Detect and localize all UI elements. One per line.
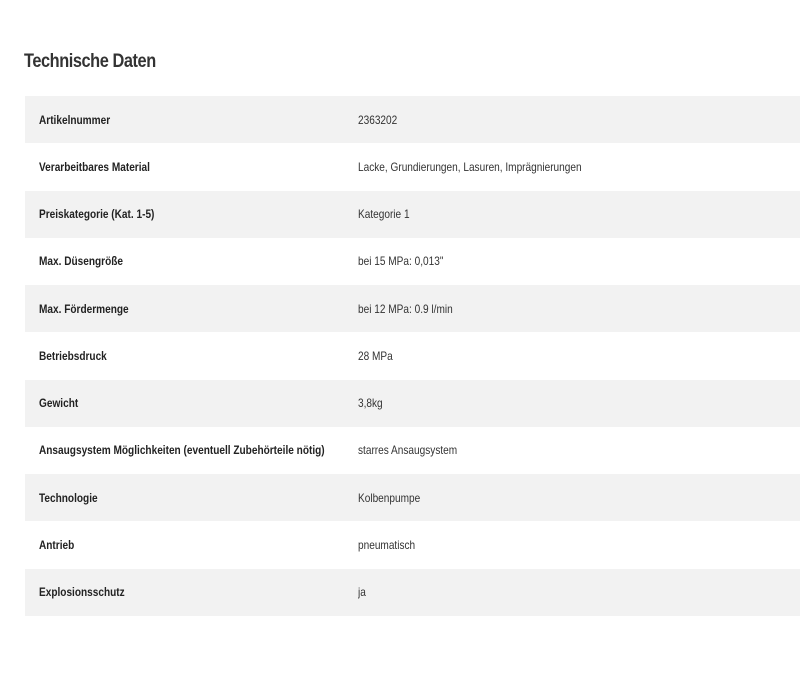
spec-value-cell [358,380,800,427]
spec-value: starres Ansaugsystem [358,443,458,458]
spec-label-cell [25,238,358,285]
spec-label-cell [25,191,358,238]
table-row [25,96,800,143]
spec-value-cell [358,96,800,143]
table-row [25,285,800,332]
spec-value-cell [358,191,800,238]
spec-value-cell [358,474,800,521]
spec-label: Gewicht [39,396,79,411]
spec-label: Betriebsdruck [39,348,107,363]
spec-value: 3,8kg [358,396,383,411]
spec-value: 28 MPa [358,348,393,363]
spec-value: bei 15 MPa: 0,013" [358,254,444,269]
spec-label: Verarbeitbares Material [39,159,150,174]
spec-value-cell [358,143,800,190]
spec-value: ja [358,585,366,600]
spec-label-cell [25,521,358,568]
table-row [25,380,800,427]
table-row [25,474,800,521]
spec-value-cell [358,285,800,332]
spec-label: Max. Düsengröße [39,254,124,269]
table-row [25,521,800,568]
table-row [25,191,800,238]
spec-label: Explosionsschutz [39,585,125,600]
spec-label: Ansaugsystem Möglichkeiten (eventuell Zubehörteile nötig) [39,443,325,458]
spec-label-cell [25,569,358,616]
spec-label: Max. Fördermenge [39,301,129,316]
table-row [25,427,800,474]
spec-value: bei 12 MPa: 0.9 l/min [358,301,453,316]
spec-label-cell [25,474,358,521]
spec-value-cell [358,569,800,616]
spec-label-cell [25,332,358,379]
spec-value: Lacke, Grundierungen, Lasuren, Imprägnierungen [358,159,582,174]
spec-value: Kategorie 1 [358,207,410,222]
spec-label-cell [25,96,358,143]
table-row [25,238,800,285]
spec-label: Technologie [39,490,98,505]
table-row [25,569,800,616]
spec-value-cell [358,427,800,474]
page-title: Technische Daten [24,51,156,72]
spec-label-cell [25,380,358,427]
spec-value-cell [358,332,800,379]
spec-value-cell [358,238,800,285]
spec-value: 2363202 [358,112,398,127]
spec-label-cell [25,143,358,190]
spec-label-cell [25,285,358,332]
table-row [25,143,800,190]
table-row [25,332,800,379]
spec-label: Preiskategorie (Kat. 1-5) [39,207,155,222]
spec-value-cell [358,521,800,568]
spec-label-cell [25,427,358,474]
spec-value: pneumatisch [358,538,416,553]
spec-label: Antrieb [39,538,75,553]
spec-label: Artikelnummer [39,112,111,127]
spec-value: Kolbenpumpe [358,490,421,505]
technical-data-table [25,96,800,616]
